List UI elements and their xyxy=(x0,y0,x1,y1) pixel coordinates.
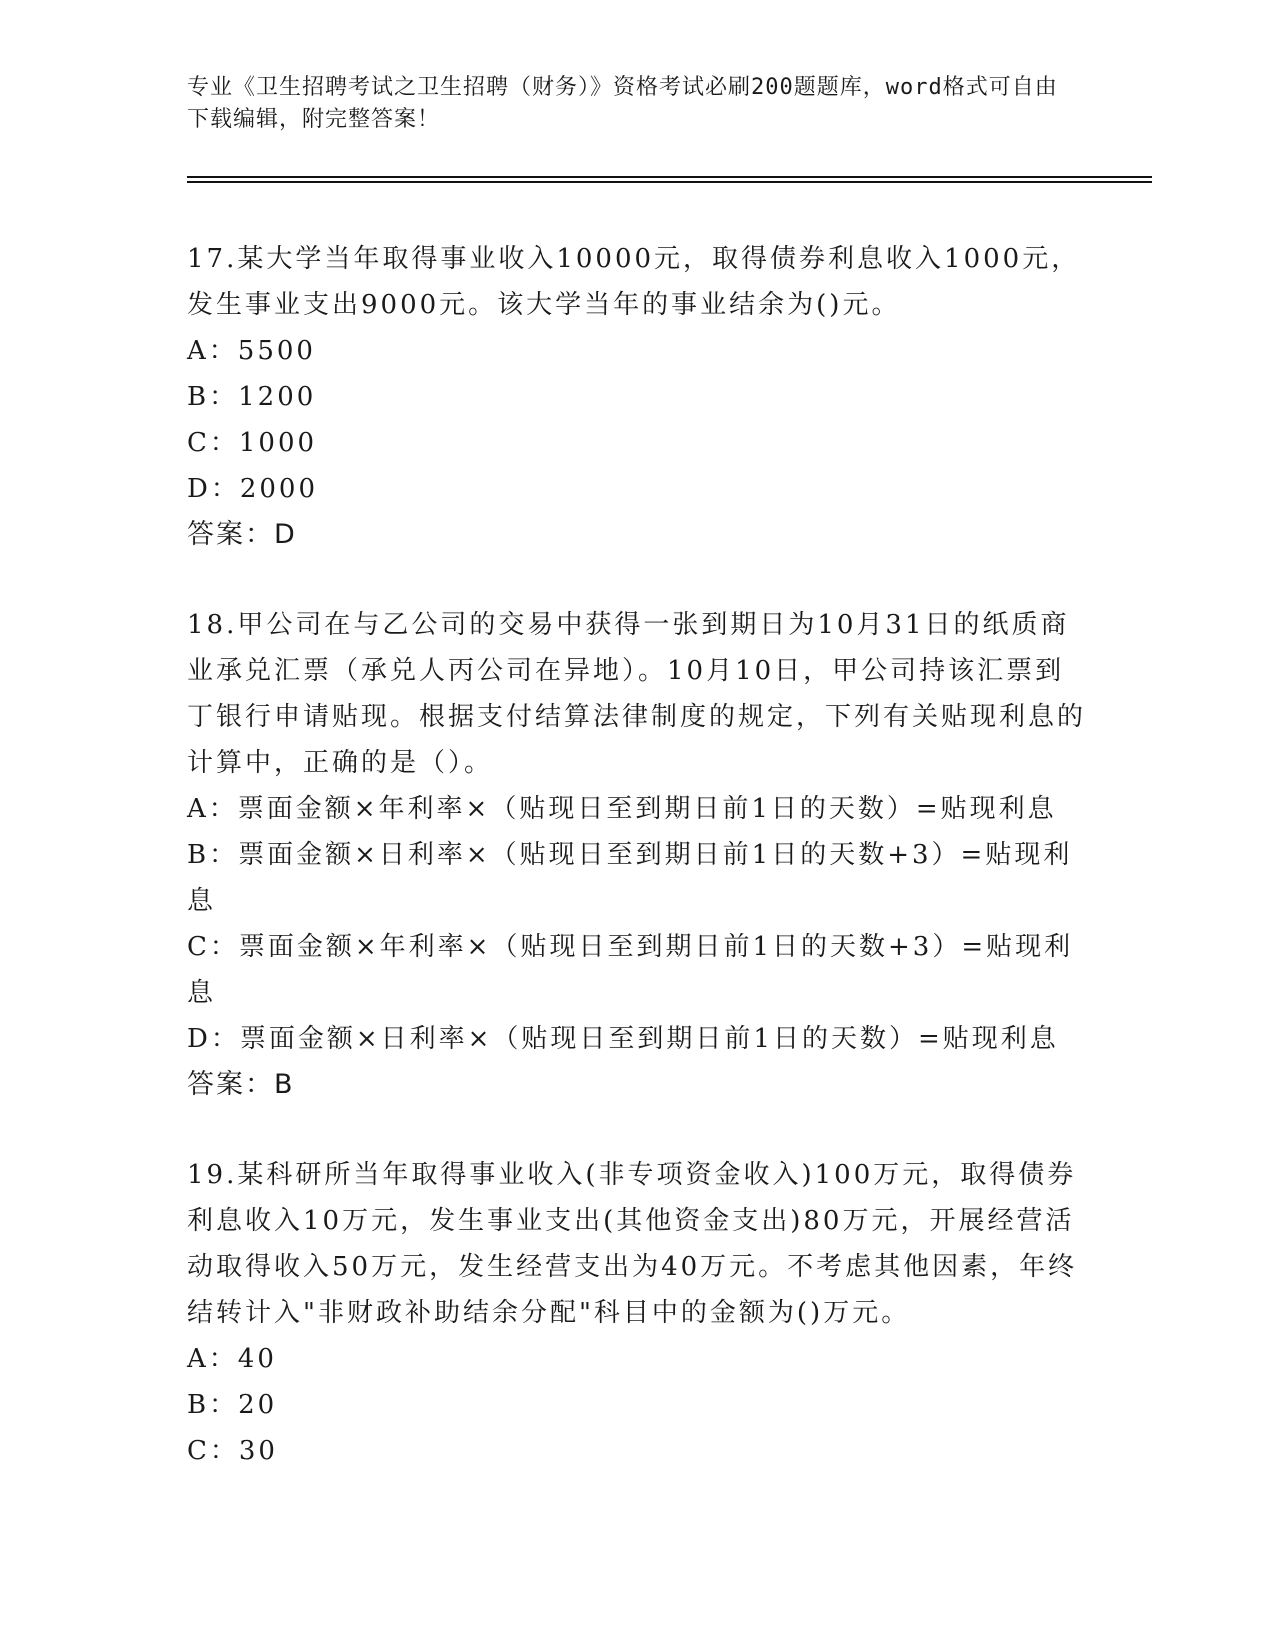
option-a: A：票面金额×年利率×（贴现日至到期日前1日的天数）=贴现利息 xyxy=(187,794,1057,824)
question-stem: 19.某科研所当年取得事业收入(非专项资金收入)100万元，取得债券利息收入10万元，发生事业支出(其他资金支出)80万元，开展经营活动取得收入50万元，发生经营支出为40万元。不考虑其他因素，年终结转计入"非财政补助结余分配"科目中的金额为()万元。 xyxy=(187,1160,1078,1328)
header-divider-top xyxy=(187,176,1152,178)
question-stem: 18.甲公司在与乙公司的交易中获得一张到期日为10月31日的纸质商业承兑汇票（承兑人丙公司在异地）。10月10日，甲公司持该汇票到丁银行申请贴现。根据支付结算法律制度的规定，下列有关贴现利息的计算中，正确的是（）。 xyxy=(187,610,1087,778)
answer-line: 答案：D xyxy=(187,519,297,550)
option-b: B：票面金额×日利率×（贴现日至到期日前1日的天数+3）=贴现利息 xyxy=(187,840,1073,916)
option-c: C：30 xyxy=(187,1436,278,1466)
option-b: B：1200 xyxy=(187,382,317,412)
option-a: A：40 xyxy=(187,1344,277,1374)
question-18 xyxy=(187,602,1087,1108)
question-stem: 17.某大学当年取得事业收入10000元，取得债券利息收入1000元，发生事业支出9000元。该大学当年的事业结余为()元。 xyxy=(187,244,1081,320)
answer-line: 答案：B xyxy=(187,1069,295,1100)
document-header xyxy=(187,72,1067,136)
option-d: D：2000 xyxy=(187,474,319,504)
option-b: B：20 xyxy=(187,1390,278,1420)
option-c: C：1000 xyxy=(187,428,318,458)
question-19 xyxy=(187,1152,1087,1474)
option-c: C：票面金额×年利率×（贴现日至到期日前1日的天数+3）=贴现利息 xyxy=(187,932,1074,1008)
header-divider-bottom xyxy=(187,181,1152,183)
option-d: D：票面金额×日利率×（贴现日至到期日前1日的天数）=贴现利息 xyxy=(187,1024,1059,1054)
header-text: 专业《卫生招聘考试之卫生招聘（财务）》资格考试必刷200题题库，word格式可自由下载编辑，附完整答案！ xyxy=(187,75,1058,132)
question-list xyxy=(187,236,1087,1518)
option-a: A：5500 xyxy=(187,336,316,366)
question-17 xyxy=(187,236,1087,558)
